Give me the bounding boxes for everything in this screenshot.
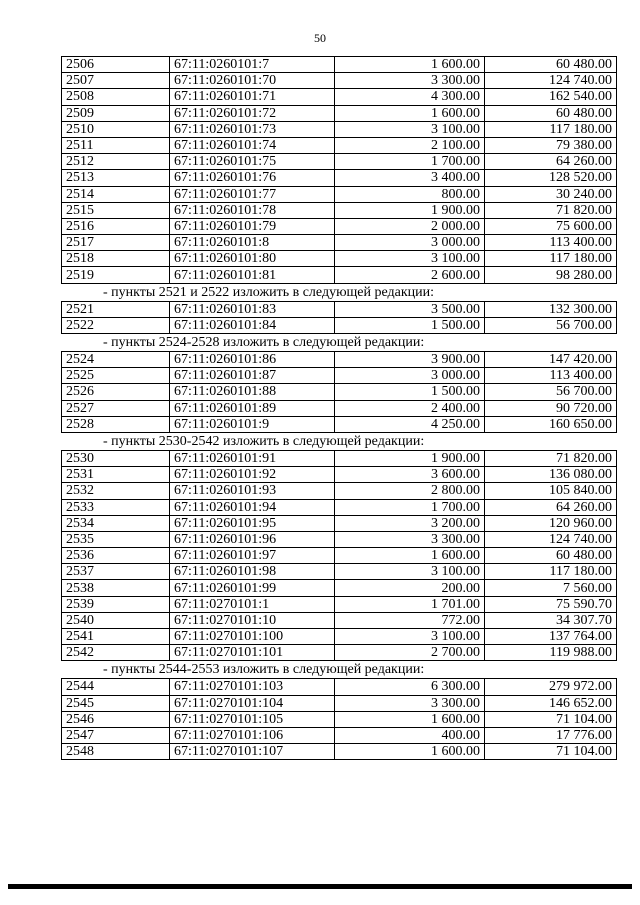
table-row (62, 580, 617, 596)
cadastral-number-cell: 67:11:0260101:96 (170, 531, 335, 547)
cadastral-number-cell: 67:11:0260101:9 (170, 416, 335, 432)
table-row (62, 186, 617, 202)
cadastral-number-cell: 67:11:0260101:98 (170, 564, 335, 580)
cost-cell: 117 180.00 (485, 564, 617, 580)
cadastral-number-cell: 67:11:0260101:92 (170, 467, 335, 483)
item-number-cell: 2540 (62, 612, 170, 628)
cadastral-number-cell: 67:11:0260101:72 (170, 105, 335, 121)
cadastral-number-cell: 67:11:0260101:7 (170, 57, 335, 73)
cadastral-number-cell: 67:11:0260101:87 (170, 368, 335, 384)
cost-cell: 137 764.00 (485, 629, 617, 645)
table-row (62, 645, 617, 661)
cadastral-number-cell: 67:11:0260101:77 (170, 186, 335, 202)
cadastral-number-cell: 67:11:0260101:91 (170, 450, 335, 466)
area-cell: 1 600.00 (335, 711, 485, 727)
cadastral-number-cell: 67:11:0260101:83 (170, 301, 335, 317)
cadastral-number-cell: 67:11:0260101:78 (170, 202, 335, 218)
area-cell: 3 100.00 (335, 121, 485, 137)
table-row (62, 629, 617, 645)
area-cell: 1 500.00 (335, 317, 485, 333)
cadastral-number-cell: 67:11:0260101:97 (170, 548, 335, 564)
area-cell: 2 000.00 (335, 218, 485, 234)
item-number-cell: 2539 (62, 596, 170, 612)
item-number-cell: 2517 (62, 235, 170, 251)
cost-cell: 128 520.00 (485, 170, 617, 186)
area-cell: 1 700.00 (335, 499, 485, 515)
cost-cell: 146 652.00 (485, 695, 617, 711)
cadastral-number-cell: 67:11:0270101:106 (170, 727, 335, 743)
item-number-cell: 2535 (62, 531, 170, 547)
area-cell: 2 400.00 (335, 400, 485, 416)
item-number-cell: 2513 (62, 170, 170, 186)
cost-cell: 60 480.00 (485, 548, 617, 564)
table-row (62, 105, 617, 121)
table-row (62, 154, 617, 170)
item-number-cell: 2512 (62, 154, 170, 170)
table-row (62, 499, 617, 515)
section-heading: - пункты 2524-2528 изложить в следующей редакции: (103, 335, 425, 350)
cadastral-table (61, 301, 617, 334)
cost-cell: 64 260.00 (485, 499, 617, 515)
table-row (62, 612, 617, 628)
area-cell: 3 300.00 (335, 73, 485, 89)
item-number-cell: 2534 (62, 515, 170, 531)
item-number-cell: 2525 (62, 368, 170, 384)
item-number-cell: 2545 (62, 695, 170, 711)
item-number-cell: 2537 (62, 564, 170, 580)
cost-cell: 60 480.00 (485, 105, 617, 121)
cost-cell: 119 988.00 (485, 645, 617, 661)
item-number-cell: 2521 (62, 301, 170, 317)
area-cell: 2 700.00 (335, 645, 485, 661)
item-number-cell: 2507 (62, 73, 170, 89)
cost-cell: 124 740.00 (485, 531, 617, 547)
table-row (62, 267, 617, 283)
table-row (62, 368, 617, 384)
cost-cell: 71 104.00 (485, 711, 617, 727)
cadastral-number-cell: 67:11:0260101:89 (170, 400, 335, 416)
table-row (62, 301, 617, 317)
item-number-cell: 2509 (62, 105, 170, 121)
cadastral-number-cell: 67:11:0260101:80 (170, 251, 335, 267)
area-cell: 4 300.00 (335, 89, 485, 105)
area-cell: 3 200.00 (335, 515, 485, 531)
cadastral-number-cell: 67:11:0270101:103 (170, 679, 335, 695)
item-number-cell: 2516 (62, 218, 170, 234)
area-cell: 3 000.00 (335, 235, 485, 251)
cadastral-number-cell: 67:11:0260101:74 (170, 137, 335, 153)
item-number-cell: 2538 (62, 580, 170, 596)
table-row (62, 89, 617, 105)
cost-cell: 113 400.00 (485, 235, 617, 251)
item-number-cell: 2511 (62, 137, 170, 153)
item-number-cell: 2541 (62, 629, 170, 645)
item-number-cell: 2533 (62, 499, 170, 515)
item-number-cell: 2522 (62, 317, 170, 333)
cost-cell: 147 420.00 (485, 352, 617, 368)
cost-cell: 75 590.70 (485, 596, 617, 612)
area-cell: 3 000.00 (335, 368, 485, 384)
table-row (62, 137, 617, 153)
table-row (62, 531, 617, 547)
table-row (62, 218, 617, 234)
table-row (62, 352, 617, 368)
table-row (62, 467, 617, 483)
table-row (62, 235, 617, 251)
area-cell: 1 700.00 (335, 154, 485, 170)
item-number-cell: 2510 (62, 121, 170, 137)
section-heading: - пункты 2530-2542 изложить в следующей редакции: (103, 433, 425, 449)
area-cell: 400.00 (335, 727, 485, 743)
item-number-cell: 2519 (62, 267, 170, 283)
item-number-cell: 2518 (62, 251, 170, 267)
section-heading: - пункты 2521 и 2522 изложить в следующей редакции: (103, 284, 435, 300)
area-cell: 772.00 (335, 612, 485, 628)
item-number-cell: 2524 (62, 352, 170, 368)
cost-cell: 79 380.00 (485, 137, 617, 153)
table-row (62, 483, 617, 499)
cost-cell: 160 650.00 (485, 416, 617, 432)
area-cell: 1 900.00 (335, 450, 485, 466)
area-cell: 3 500.00 (335, 301, 485, 317)
cadastral-number-cell: 67:11:0270101:107 (170, 744, 335, 760)
area-cell: 2 100.00 (335, 137, 485, 153)
area-cell: 2 600.00 (335, 267, 485, 283)
cadastral-table (61, 351, 617, 433)
area-cell: 800.00 (335, 186, 485, 202)
item-number-cell: 2514 (62, 186, 170, 202)
area-cell: 3 100.00 (335, 251, 485, 267)
cost-cell: 60 480.00 (485, 57, 617, 73)
item-number-cell: 2544 (62, 679, 170, 695)
item-number-cell: 2508 (62, 89, 170, 105)
table-row (62, 202, 617, 218)
cadastral-number-cell: 67:11:0270101:1 (170, 596, 335, 612)
cost-cell: 30 240.00 (485, 186, 617, 202)
cadastral-number-cell: 67:11:0260101:71 (170, 89, 335, 105)
cost-cell: 71 820.00 (485, 202, 617, 218)
table-row (62, 564, 617, 580)
cost-cell: 71 104.00 (485, 744, 617, 760)
cost-cell: 113 400.00 (485, 368, 617, 384)
section-heading: - пункты 2544-2553 изложить в следующей редакции: (103, 662, 425, 678)
table-row (62, 121, 617, 137)
area-cell: 3 100.00 (335, 564, 485, 580)
cadastral-number-cell: 67:11:0270101:104 (170, 695, 335, 711)
table-row (62, 170, 617, 186)
cost-cell: 124 740.00 (485, 73, 617, 89)
table-row (62, 57, 617, 73)
cadastral-number-cell: 67:11:0260101:75 (170, 154, 335, 170)
cadastral-number-cell: 67:11:0260101:95 (170, 515, 335, 531)
item-number-cell: 2530 (62, 450, 170, 466)
area-cell: 3 900.00 (335, 352, 485, 368)
cadastral-number-cell: 67:11:0260101:79 (170, 218, 335, 234)
cadastral-number-cell: 67:11:0260101:76 (170, 170, 335, 186)
document-body (61, 56, 616, 760)
area-cell: 6 300.00 (335, 679, 485, 695)
item-number-cell: 2527 (62, 400, 170, 416)
area-cell: 3 300.00 (335, 531, 485, 547)
cost-cell: 56 700.00 (485, 317, 617, 333)
table-row (62, 679, 617, 695)
area-cell: 1 600.00 (335, 57, 485, 73)
page-number: 50 (314, 31, 326, 45)
cadastral-number-cell: 67:11:0260101:86 (170, 352, 335, 368)
table-row (62, 73, 617, 89)
cost-cell: 64 260.00 (485, 154, 617, 170)
cadastral-number-cell: 67:11:0260101:93 (170, 483, 335, 499)
item-number-cell: 2546 (62, 711, 170, 727)
cost-cell: 279 972.00 (485, 679, 617, 695)
table-row (62, 548, 617, 564)
item-number-cell: 2531 (62, 467, 170, 483)
table-row (62, 515, 617, 531)
item-number-cell: 2542 (62, 645, 170, 661)
cadastral-number-cell: 67:11:0260101:94 (170, 499, 335, 515)
table-row (62, 727, 617, 743)
table-row (62, 317, 617, 333)
cost-cell: 117 180.00 (485, 121, 617, 137)
area-cell: 1 701.00 (335, 596, 485, 612)
area-cell: 1 600.00 (335, 744, 485, 760)
area-cell: 1 500.00 (335, 384, 485, 400)
area-cell: 3 300.00 (335, 695, 485, 711)
cost-cell: 105 840.00 (485, 483, 617, 499)
cadastral-number-cell: 67:11:0260101:70 (170, 73, 335, 89)
cadastral-table (61, 56, 617, 284)
area-cell: 1 900.00 (335, 202, 485, 218)
item-number-cell: 2532 (62, 483, 170, 499)
table-row (62, 695, 617, 711)
cadastral-number-cell: 67:11:0260101:88 (170, 384, 335, 400)
cost-cell: 17 776.00 (485, 727, 617, 743)
table-row (62, 384, 617, 400)
item-number-cell: 2526 (62, 384, 170, 400)
item-number-cell: 2536 (62, 548, 170, 564)
item-number-cell: 2515 (62, 202, 170, 218)
table-row (62, 450, 617, 466)
table-row (62, 744, 617, 760)
cadastral-table (61, 450, 617, 661)
area-cell: 4 250.00 (335, 416, 485, 432)
cadastral-table (61, 678, 617, 760)
cost-cell: 7 560.00 (485, 580, 617, 596)
cadastral-number-cell: 67:11:0260101:73 (170, 121, 335, 137)
item-number-cell: 2547 (62, 727, 170, 743)
table-row (62, 596, 617, 612)
cost-cell: 90 720.00 (485, 400, 617, 416)
cost-cell: 162 540.00 (485, 89, 617, 105)
cadastral-number-cell: 67:11:0270101:105 (170, 711, 335, 727)
cadastral-number-cell: 67:11:0270101:100 (170, 629, 335, 645)
cadastral-number-cell: 67:11:0260101:81 (170, 267, 335, 283)
cost-cell: 132 300.00 (485, 301, 617, 317)
area-cell: 3 100.00 (335, 629, 485, 645)
item-number-cell: 2528 (62, 416, 170, 432)
cost-cell: 75 600.00 (485, 218, 617, 234)
item-number-cell: 2548 (62, 744, 170, 760)
cost-cell: 117 180.00 (485, 251, 617, 267)
cadastral-number-cell: 67:11:0260101:84 (170, 317, 335, 333)
cadastral-number-cell: 67:11:0270101:101 (170, 645, 335, 661)
cost-cell: 34 307.70 (485, 612, 617, 628)
area-cell: 1 600.00 (335, 548, 485, 564)
bottom-rule (8, 884, 632, 889)
cost-cell: 98 280.00 (485, 267, 617, 283)
table-row (62, 416, 617, 432)
area-cell: 200.00 (335, 580, 485, 596)
area-cell: 3 600.00 (335, 467, 485, 483)
item-number-cell: 2506 (62, 57, 170, 73)
table-row (62, 400, 617, 416)
cost-cell: 71 820.00 (485, 450, 617, 466)
area-cell: 1 600.00 (335, 105, 485, 121)
cadastral-number-cell: 67:11:0260101:8 (170, 235, 335, 251)
cadastral-number-cell: 67:11:0270101:10 (170, 612, 335, 628)
area-cell: 3 400.00 (335, 170, 485, 186)
cost-cell: 56 700.00 (485, 384, 617, 400)
area-cell: 2 800.00 (335, 483, 485, 499)
cost-cell: 120 960.00 (485, 515, 617, 531)
cost-cell: 136 080.00 (485, 467, 617, 483)
cadastral-number-cell: 67:11:0260101:99 (170, 580, 335, 596)
table-row (62, 251, 617, 267)
table-row (62, 711, 617, 727)
